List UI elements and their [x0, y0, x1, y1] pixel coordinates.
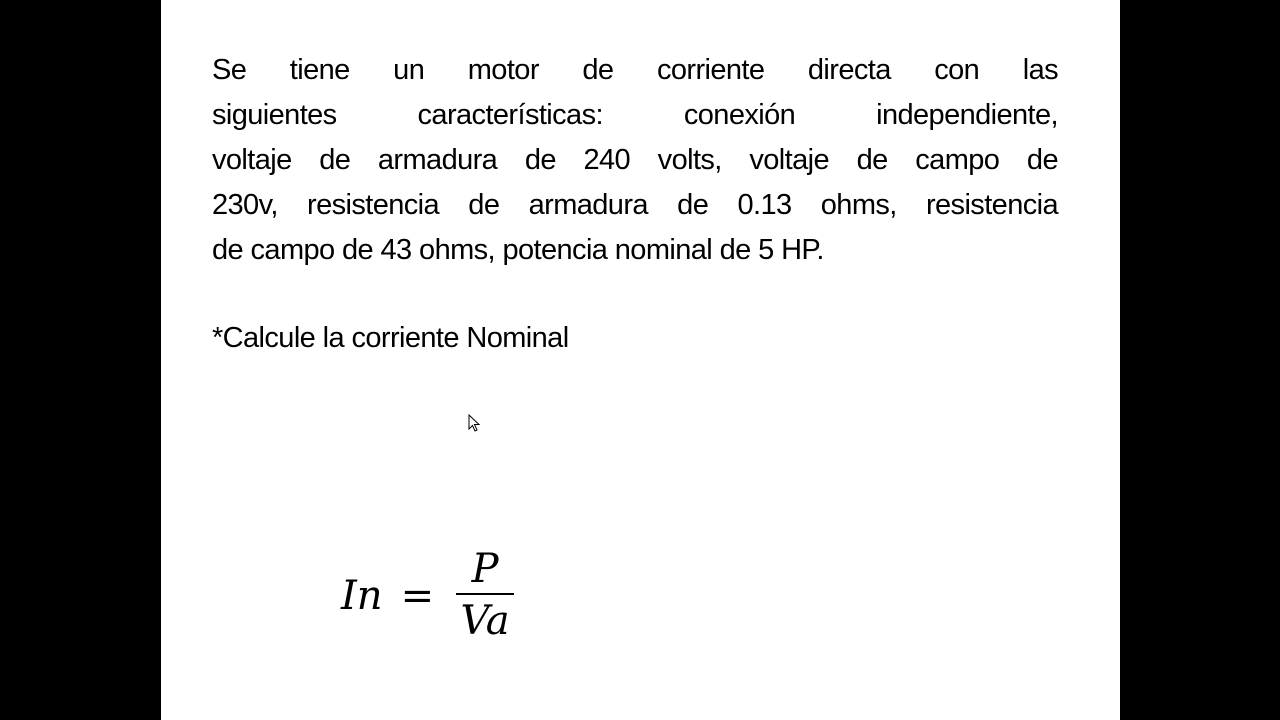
mouse-cursor-icon: [468, 414, 482, 434]
formula-lhs: In: [341, 573, 383, 619]
fraction: [456, 545, 514, 647]
numerator: P: [471, 546, 499, 592]
formula-equals: =: [400, 573, 435, 619]
problem-line: 230v, resistencia de armadura de 0.13 ohms, resistencia: [212, 189, 1058, 221]
problem-line: siguientes características: conexión independiente,: [212, 99, 1058, 131]
formula: [341, 545, 514, 647]
problem-statement: [212, 48, 1058, 273]
slide: [161, 0, 1120, 720]
denominator: Va: [460, 598, 510, 644]
problem-line: de campo de 43 ohms, potencia nominal de 5 HP.: [212, 234, 824, 266]
problem-line: voltaje de armadura de 240 volts, voltaje de campo de: [212, 144, 1058, 176]
task-text: *Calcule la corriente Nominal: [212, 322, 569, 354]
problem-line: Se tiene un motor de corriente directa con las: [212, 54, 1058, 86]
